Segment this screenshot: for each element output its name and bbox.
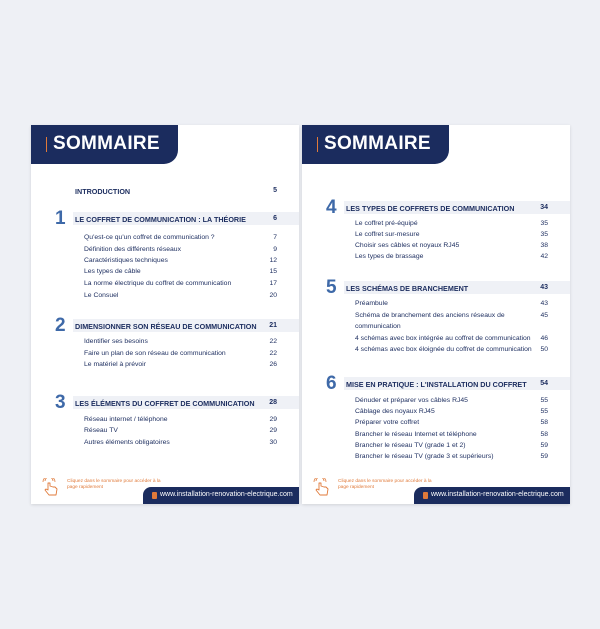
toc-item-link[interactable]: Brancher le réseau Internet et téléphone [355, 431, 477, 438]
toc-item-page: 59 [540, 442, 548, 449]
toc-section-page: 28 [269, 399, 277, 406]
site-logo-icon [423, 492, 428, 499]
toc-item-page: 9 [273, 246, 277, 253]
pointing-hand-icon [41, 478, 63, 496]
toc-item-link[interactable]: Préambule [355, 300, 388, 307]
toc-section-page: 6 [273, 215, 277, 222]
toc-item-link[interactable]: Le Consuel [84, 292, 119, 299]
toc-section-link[interactable]: LES TYPES DE COFFRETS DE COMMUNICATION [346, 204, 515, 213]
section-number: 1 [55, 208, 66, 229]
site-logo-icon [152, 492, 157, 499]
website-link[interactable] [414, 487, 570, 504]
toc-item-link[interactable]: Les types de câble [84, 268, 141, 275]
toc-section-link[interactable]: DIMENSIONNER SON RÉSEAU DE COMMUNICATION [75, 322, 257, 331]
toc-item-page: 22 [269, 338, 277, 345]
toc-section-page: 43 [540, 284, 548, 291]
toc-page-left [31, 125, 299, 504]
toc-item-link[interactable]: 4 schémas avec box intégrée au coffret de communication [355, 335, 531, 342]
sommaire-banner [31, 125, 178, 164]
sommaire-banner [302, 125, 449, 164]
toc-item-link[interactable]: Brancher le réseau TV (grade 1 et 2) [355, 442, 466, 449]
toc-item-link[interactable]: Définition des différents réseaux [84, 246, 181, 253]
toc-item-link[interactable]: Câblage des noyaux RJ45 [355, 408, 435, 415]
toc-section-link[interactable]: LE COFFRET DE COMMUNICATION : LA THÉORIE [75, 215, 246, 224]
toc-item-page: 26 [269, 361, 277, 368]
toc-item-page: 58 [540, 419, 548, 426]
toc-item-page: 29 [269, 427, 277, 434]
section-number: 4 [326, 197, 337, 218]
toc-item-page: 46 [540, 335, 548, 342]
toc-item-link[interactable]: La norme électrique du coffret de communication [84, 280, 232, 287]
toc-item-link[interactable]: Le matériel à prévoir [84, 361, 146, 368]
toc-section-link[interactable]: LES ÉLÉMENTS DU COFFRET DE COMMUNICATION [75, 399, 255, 408]
toc-item-page: 7 [273, 234, 277, 241]
title-accent [46, 137, 47, 152]
page-title: SOMMAIRE [53, 133, 160, 154]
toc-item-link[interactable]: Le coffret sur-mesure [355, 231, 420, 238]
toc-section-page: 54 [540, 380, 548, 387]
toc-section-link[interactable]: LES SCHÉMAS DE BRANCHEMENT [346, 284, 469, 293]
toc-section-page: 21 [269, 322, 277, 329]
toc-item-link[interactable]: Choisir ses câbles et noyaux RJ45 [355, 242, 460, 249]
toc-intro-page: 5 [273, 187, 277, 194]
toc-item-page: 35 [540, 231, 548, 238]
toc-item-page: 35 [540, 220, 548, 227]
toc-item-page: 20 [269, 292, 277, 299]
toc-item-page: 59 [540, 453, 548, 460]
section-number: 6 [326, 373, 337, 394]
toc-item-link[interactable]: Qu'est-ce qu'un coffret de communication ? [84, 234, 215, 241]
toc-item-link[interactable]: Le coffret pré-équipé [355, 220, 418, 227]
toc-item-link[interactable]: Réseau TV [84, 427, 118, 434]
toc-item-page: 50 [540, 346, 548, 353]
section-number: 3 [55, 392, 66, 413]
toc-section-link[interactable]: MISE EN PRATIQUE : L'INSTALLATION DU COFFRET [346, 380, 527, 389]
toc-item-page: 38 [540, 242, 548, 249]
website-url: www.installation-renovation-electrique.com [160, 491, 293, 498]
toc-item-link[interactable]: 4 schémas avec box éloignée du coffret de communication [355, 346, 532, 353]
toc-item-page: 43 [540, 300, 548, 307]
website-url: www.installation-renovation-electrique.com [431, 491, 564, 498]
toc-item-link[interactable]: Autres éléments obligatoires [84, 439, 170, 446]
footer-hint-text: Cliquez dans le sommaire pour accéder à la page rapidement [67, 479, 161, 490]
toc-section-page: 34 [540, 204, 548, 211]
toc-item-link[interactable]: Préparer votre coffret [355, 419, 420, 426]
toc-page-right [302, 125, 570, 504]
toc-item-page: 42 [540, 253, 548, 260]
toc-item-page: 17 [269, 280, 277, 287]
toc-item-link[interactable]: Faire un plan de son réseau de communication [84, 350, 226, 357]
toc-item-link[interactable]: Dénuder et préparer vos câbles RJ45 [355, 397, 468, 404]
toc-item-link[interactable]: Caractéristiques techniques [84, 257, 168, 264]
toc-item-link-continued[interactable]: communication [355, 323, 401, 330]
toc-item-page: 45 [540, 312, 548, 319]
toc-intro-link[interactable]: INTRODUCTION [75, 187, 131, 196]
footer-hint-text: Cliquez dans le sommaire pour accéder à la page rapidement [338, 479, 432, 490]
toc-item-link[interactable]: Brancher le réseau TV (grade 3 et supérieurs) [355, 453, 494, 460]
section-number: 2 [55, 315, 66, 336]
toc-item-page: 22 [269, 350, 277, 357]
section-number: 5 [326, 277, 337, 298]
toc-item-link[interactable]: Schéma de branchement des anciens réseaux de [355, 312, 505, 319]
toc-item-page: 12 [269, 257, 277, 264]
toc-item-page: 29 [269, 416, 277, 423]
pointing-hand-icon [312, 478, 334, 496]
title-accent [317, 137, 318, 152]
toc-item-link[interactable]: Réseau internet / téléphone [84, 416, 168, 423]
toc-item-page: 30 [269, 439, 277, 446]
toc-item-page: 15 [269, 268, 277, 275]
toc-item-page: 55 [540, 397, 548, 404]
website-link[interactable] [143, 487, 299, 504]
toc-item-link[interactable]: Les types de brassage [355, 253, 424, 260]
toc-item-page: 55 [540, 408, 548, 415]
page-title: SOMMAIRE [324, 133, 431, 154]
toc-item-page: 58 [540, 431, 548, 438]
toc-item-link[interactable]: Identifier ses besoins [84, 338, 148, 345]
